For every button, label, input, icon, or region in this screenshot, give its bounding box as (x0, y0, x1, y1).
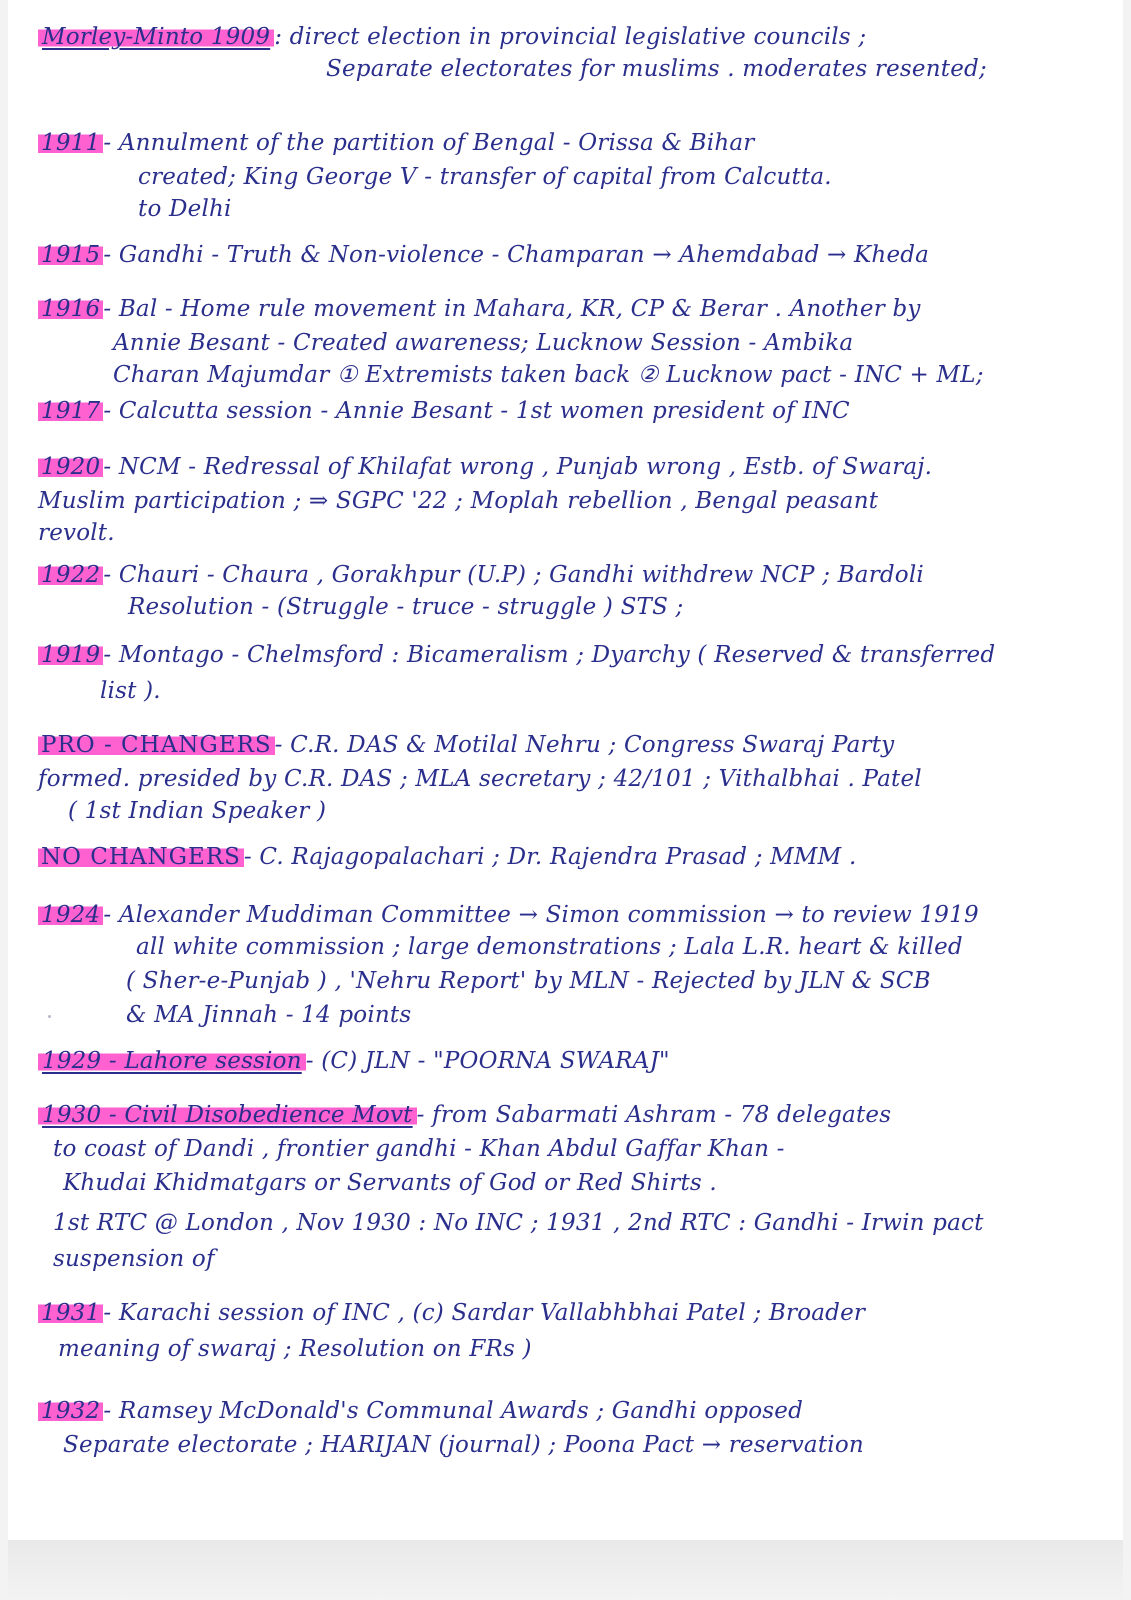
notebook-page (8, 0, 1123, 1540)
note-1924-line2: all white commission ; large demonstrations ; Lala L.R. heart & killed (136, 934, 963, 960)
scan-bottom-margin (8, 1540, 1123, 1600)
highlight-1931: 1931 (38, 1300, 103, 1326)
note-1932-line2: Separate electorate ; HARIJAN (journal) ; Poona Pact → reservation (63, 1432, 864, 1458)
note-1930-line1: 1930 - Civil Disobedience Movt - from Sabarmati Ashram - 78 delegates (38, 1100, 891, 1130)
highlight-1919: 1919 (38, 642, 103, 668)
highlight-1929: 1929 - Lahore session (38, 1048, 306, 1074)
note-1920-line1: 1920 - NCM - Redressal of Khilafat wrong , Punjab wrong , Estb. of Swaraj. (38, 452, 932, 482)
highlight-1917: 1917 (38, 398, 103, 424)
note-1924-line4: & MA Jinnah - 14 points (126, 1002, 412, 1028)
note-1916-line3: Charan Majumdar ① Extremists taken back ② Lucknow pact - INC + ML; (113, 362, 984, 388)
note-1911-line3: to Delhi (138, 196, 232, 222)
note-pro-changers-line1: PRO - CHANGERS - C.R. DAS & Motilal Nehru ; Congress Swaraj Party (38, 730, 894, 760)
highlight-morley-minto: Morley-Minto 1909 (38, 24, 274, 50)
highlight-1916: 1916 (38, 296, 103, 322)
note-1930-line2: to coast of Dandi , frontier gandhi - Khan Abdul Gaffar Khan - (53, 1136, 785, 1162)
highlight-1932: 1932 (38, 1398, 103, 1424)
note-pro-changers-line2: formed. presided by C.R. DAS ; MLA secretary ; 42/101 ; Vithalbhai . Patel (38, 766, 922, 792)
note-1919-line1: 1919 - Montago - Chelmsford : Bicameralism ; Dyarchy ( Reserved & transferred (38, 640, 995, 670)
note-1916-line1: 1916 - Bal - Home rule movement in Mahara, KR, CP & Berar . Another by (38, 294, 921, 324)
note-1917-line1: 1917 - Calcutta session - Annie Besant - 1st women president of INC (38, 396, 850, 426)
note-1922-line2: Resolution - (Struggle - truce - struggle ) STS ; (128, 594, 684, 620)
highlight-1920: 1920 (38, 454, 103, 480)
highlight-1924: 1924 (38, 902, 103, 928)
note-1911-line2: created; King George V - transfer of capital from Calcutta. (138, 164, 832, 190)
note-1924-line1: 1924 - Alexander Muddiman Committee → Simon commission → to review 1919 (38, 900, 979, 930)
note-morley-minto-line2: Separate electorates for muslims . moderates resented; (326, 56, 987, 82)
highlight-pro-changers: PRO - CHANGERS (38, 732, 275, 758)
note-morley-minto-line1: Morley-Minto 1909 : direct election in provincial legislative councils ; (38, 22, 866, 52)
highlight-no-changers: NO CHANGERS (38, 844, 244, 870)
note-1915-line1: 1915 - Gandhi - Truth & Non-violence - Champaran → Ahemdabad → Kheda (38, 240, 929, 270)
note-1931-line1: 1931 - Karachi session of INC , (c) Sardar Vallabhbhai Patel ; Broader (38, 1298, 865, 1328)
note-1929-line1: 1929 - Lahore session - (C) JLN - "POORNA SWARAJ" (38, 1046, 670, 1076)
note-1931-line2: meaning of swaraj ; Resolution on FRs ) (58, 1336, 532, 1362)
highlight-1911: 1911 (38, 130, 103, 156)
note-1922-line1: 1922 - Chauri - Chaura , Gorakhpur (U.P) ; Gandhi withdrew NCP ; Bardoli (38, 560, 924, 590)
note-1911-line1: 1911 - Annulment of the partition of Bengal - Orissa & Bihar (38, 128, 754, 158)
note-1919-line2: list ). (100, 678, 161, 704)
highlight-1922: 1922 (38, 562, 103, 588)
note-no-changers-line1: NO CHANGERS - C. Rajagopalachari ; Dr. Rajendra Prasad ; MMM . (38, 842, 856, 872)
note-1924-line3: ( Sher-e-Punjab ) , 'Nehru Report' by MLN - Rejected by JLN & SCB (126, 968, 931, 994)
highlight-1930: 1930 - Civil Disobedience Movt (38, 1102, 417, 1128)
highlight-1915: 1915 (38, 242, 103, 268)
note-1916-line2: Annie Besant - Created awareness; Lucknow Session - Ambika (113, 330, 854, 356)
note-1930-line3: Khudai Khidmatgars or Servants of God or Red Shirts . (63, 1170, 717, 1196)
note-pro-changers-line3: ( 1st Indian Speaker ) (68, 798, 327, 824)
note-1932-line1: 1932 - Ramsey McDonald's Communal Awards ; Gandhi opposed (38, 1396, 803, 1426)
paper-speck (48, 1015, 51, 1018)
note-1930-line5: suspension of (53, 1246, 215, 1272)
note-1920-line3: revolt. (38, 520, 115, 546)
note-1920-line2: Muslim participation ; ⇒ SGPC '22 ; Moplah rebellion , Bengal peasant (38, 488, 879, 514)
note-1930-line4: 1st RTC @ London , Nov 1930 : No INC ; 1931 , 2nd RTC : Gandhi - Irwin pact (53, 1210, 984, 1236)
